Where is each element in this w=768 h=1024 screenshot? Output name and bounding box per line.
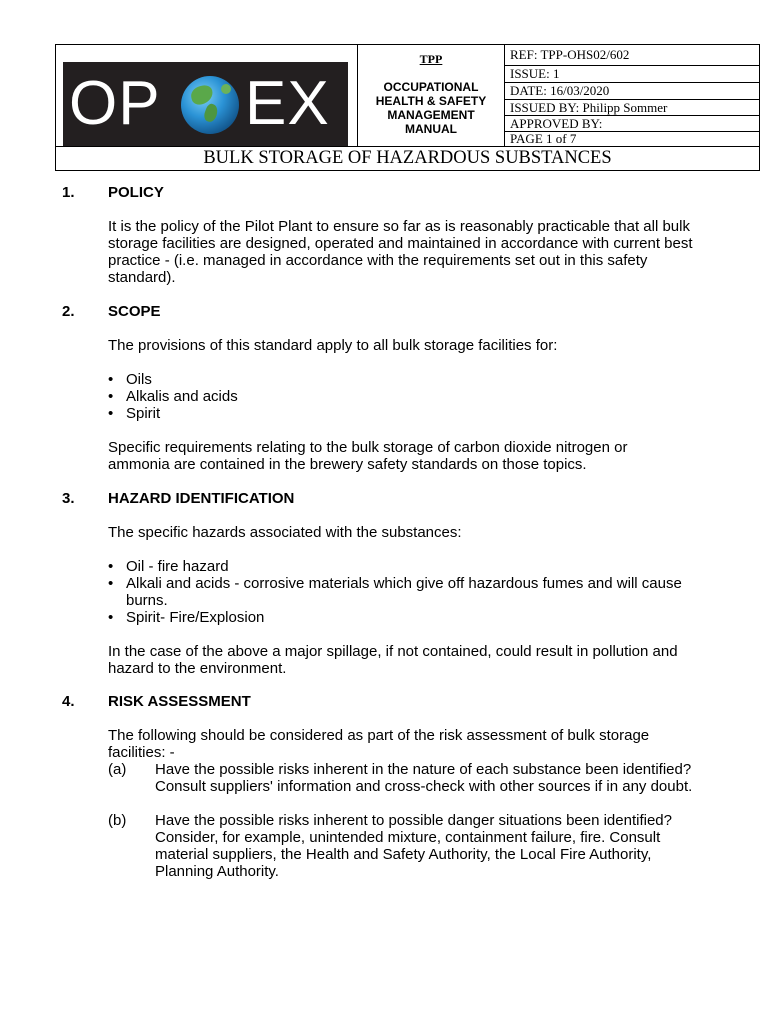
manual-title-line: MANAGEMENT: [387, 108, 475, 122]
document-info: [504, 44, 760, 147]
manual-title-line: OCCUPATIONAL: [383, 80, 479, 94]
section-title: SCOPE: [108, 303, 161, 320]
logo-cell: [55, 44, 358, 147]
list-item-text: Alkali and acids - corrosive materials which give off hazardous fumes and will cause burns.: [126, 575, 682, 609]
section-title: POLICY: [108, 184, 164, 201]
item-label: (a): [108, 761, 127, 778]
section-number: 2.: [62, 303, 75, 320]
item-text: Have the possible risks inherent in the nature of each substance been identified? Consult suppliers' information and cross-check with other sources if in any doubt.: [155, 761, 693, 795]
logo-text-left: OP: [69, 69, 161, 138]
bullet-icon: •: [108, 575, 114, 592]
section-number: 3.: [62, 490, 75, 507]
paragraph: The following should be considered as part of the risk assessment of bulk storage facilities: -: [108, 727, 650, 761]
item-label: (b): [108, 812, 127, 829]
manual-title-cell: [357, 44, 505, 147]
section-title: HAZARD IDENTIFICATION: [108, 490, 295, 507]
ref-field: REF: TPP-OHS02/602: [504, 44, 760, 66]
paragraph: The specific hazards associated with the substances:: [108, 524, 462, 541]
paragraph: It is the policy of the Pilot Plant to ensure so far as is reasonably practicable that all bulk storage facilities are designed, operated and maintained in accordance with current best practice - (i.e. managed in accordance with the requirements set out in this safety standard).: [108, 218, 693, 286]
section-number: 4.: [62, 693, 75, 710]
paragraph: The provisions of this standard apply to all bulk storage facilities for:: [108, 337, 558, 354]
list-item-text: Alkalis and acids: [126, 388, 238, 405]
bullet-icon: •: [108, 371, 114, 388]
tpp-label: TPP: [419, 52, 443, 66]
globe-land-icon: [221, 84, 231, 94]
bullet-icon: •: [108, 558, 114, 575]
list-item-text: Oil - fire hazard: [126, 558, 229, 575]
bullet-icon: •: [108, 609, 114, 626]
bullet-icon: •: [108, 388, 114, 405]
list-item-text: Spirit: [126, 405, 161, 422]
section-number: 1.: [62, 184, 75, 201]
list-item-text: Oils: [126, 371, 152, 388]
list-item-text: Spirit- Fire/Explosion: [126, 609, 265, 626]
section-title: RISK ASSESSMENT: [108, 693, 251, 710]
manual-title: [358, 80, 504, 136]
approved-by-field: APPROVED BY:: [504, 115, 760, 132]
paragraph: In the case of the above a major spillage, if not contained, could result in pollution and hazard to the environment.: [108, 643, 678, 677]
company-logo: [63, 62, 348, 147]
page-field: PAGE 1 of 7: [504, 131, 760, 147]
paragraph: Specific requirements relating to the bulk storage of carbon dioxide nitrogen or ammonia are contained in the brewery safety standards on those topics.: [108, 439, 628, 473]
issue-field: ISSUE: 1: [504, 65, 760, 83]
document-header: [55, 44, 760, 170]
manual-title-line: MANUAL: [405, 122, 457, 136]
document-title: BULK STORAGE OF HAZARDOUS SUBSTANCES: [55, 146, 760, 171]
date-field: DATE: 16/03/2020: [504, 82, 760, 100]
issued-by-field: ISSUED BY: Philipp Sommer: [504, 99, 760, 116]
item-text: Have the possible risks inherent to possible danger situations been identified? Consider, for example, unintended mixture, containment failure, fire. Consult material suppliers, the Health and Safety Authority, the Local Fire Authority, Planning Authority.: [155, 812, 672, 880]
bullet-icon: •: [108, 405, 114, 422]
logo-text-right: EX: [245, 69, 330, 138]
manual-title-line: HEALTH & SAFETY: [375, 94, 487, 108]
